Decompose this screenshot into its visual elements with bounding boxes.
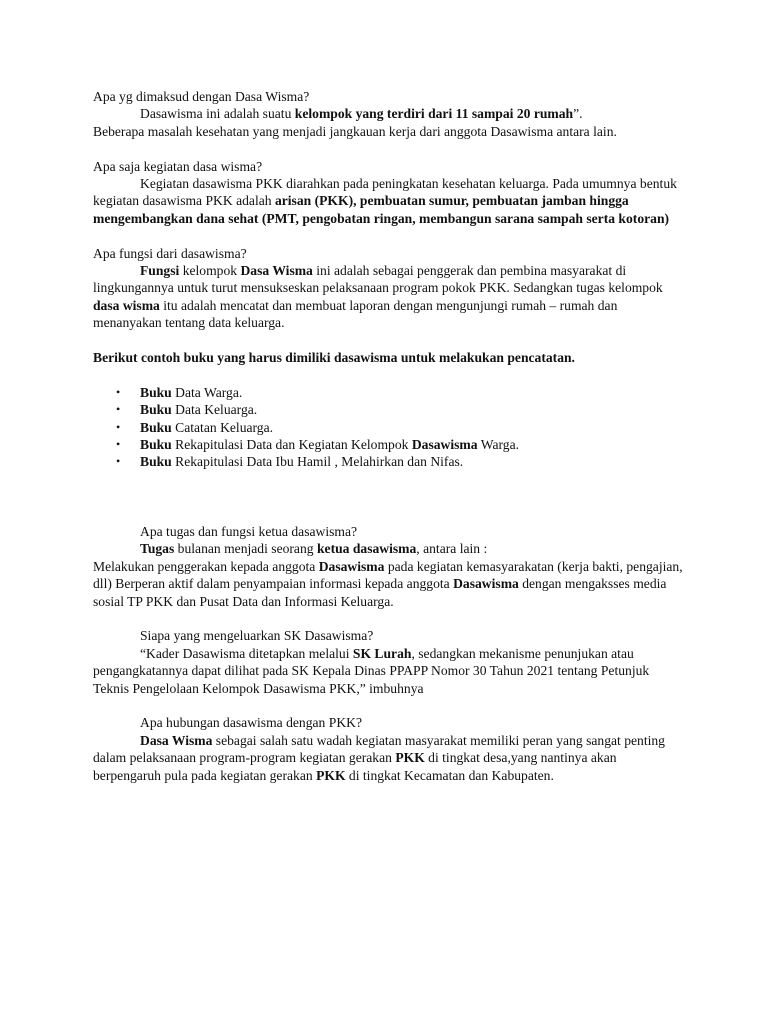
answer-4: Tugas bulanan menjadi seorang ketua dasawisma, antara lain : <box>140 541 488 557</box>
answer-4-continued: Melakukan penggerakan kepada anggota Dasawisma pada kegiatan kemasyarakatan (kerja bakti, pengajian, dll) Berperan aktif dalam penyampaian informasi kepada anggota Dasawisma dengan mengaksses media sosial TP PKK dan Pusat Data dan Informasi Keluarga. <box>93 558 683 609</box>
question-3: Apa fungsi dari dasawisma? <box>93 245 247 261</box>
books-heading: Berikut contoh buku yang harus dimiliki dasawisma untuk melakukan pencatatan. <box>93 350 575 366</box>
question-5: Siapa yang mengeluarkan SK Dasawisma? <box>140 628 374 644</box>
answer-1-continued: Beberapa masalah kesehatan yang menjadi jangkauan kerja dari anggota Dasawisma antara lain. <box>93 123 617 139</box>
question-6: Apa hubungan dasawisma dengan PKK? <box>140 715 362 731</box>
books-list <box>93 384 683 471</box>
list-item: • Buku Data Keluarga. <box>116 401 683 418</box>
list-item: • Buku Data Warga. <box>116 384 683 401</box>
document-body <box>93 88 683 784</box>
answer-2: Kegiatan dasawisma PKK diarahkan pada peningkatan kesehatan keluarga. Pada umumnya bentuk kegiatan dasawisma PKK adalah arisan (PKK), pembuatan sumur, pembuatan jamban hingga mengembangkan dana sehat (PMT, pengobatan ringan, membangun sarana sampah serta kotoran) <box>93 176 677 226</box>
list-item: • Buku Catatan Keluarga. <box>116 419 683 436</box>
question-1: Apa yg dimaksud dengan Dasa Wisma? <box>93 89 310 104</box>
answer-1: Dasawisma ini adalah suatu kelompok yang terdiri dari 11 sampai 20 rumah”. <box>140 106 583 122</box>
question-2: Apa saja kegiatan dasa wisma? <box>93 158 263 174</box>
answer-3: Fungsi kelompok Dasa Wisma ini adalah sebagai penggerak dan pembina masyarakat di lingkungannya untuk turut mensukseskan pelaksanaan program pokok PKK. Sedangkan tugas kelompok dasa wisma itu adalah mencatat dan membuat laporan dengan mengunjungi rumah – rumah dan menanyakan tentang data keluarga. <box>93 263 663 331</box>
list-item: • Buku Rekapitulasi Data Ibu Hamil , Melahirkan dan Nifas. <box>116 453 683 470</box>
answer-5: “Kader Dasawisma ditetapkan melalui SK Lurah, sedangkan mekanisme penunjukan atau pengangkatannya dapat dilihat pada SK Kepala Dinas PPAPP Nomor 30 Tahun 2021 tentang Petunjuk Teknis Pengelolaan Kelompok Dasawisma PKK,” imbuhnya <box>93 645 650 696</box>
list-item: • Buku Rekapitulasi Data dan Kegiatan Kelompok Dasawisma Warga. <box>116 436 683 453</box>
question-4: Apa tugas dan fungsi ketua dasawisma? <box>140 523 358 539</box>
answer-6: Dasa Wisma sebagai salah satu wadah kegiatan masyarakat memiliki peran yang sangat penting dalam pelaksanaan program-program kegiatan gerakan PKK di tingkat desa,yang nantinya akan berpengaruh pula pada kegiatan gerakan PKK di tingkat Kecamatan dan Kabupaten. <box>93 732 665 783</box>
